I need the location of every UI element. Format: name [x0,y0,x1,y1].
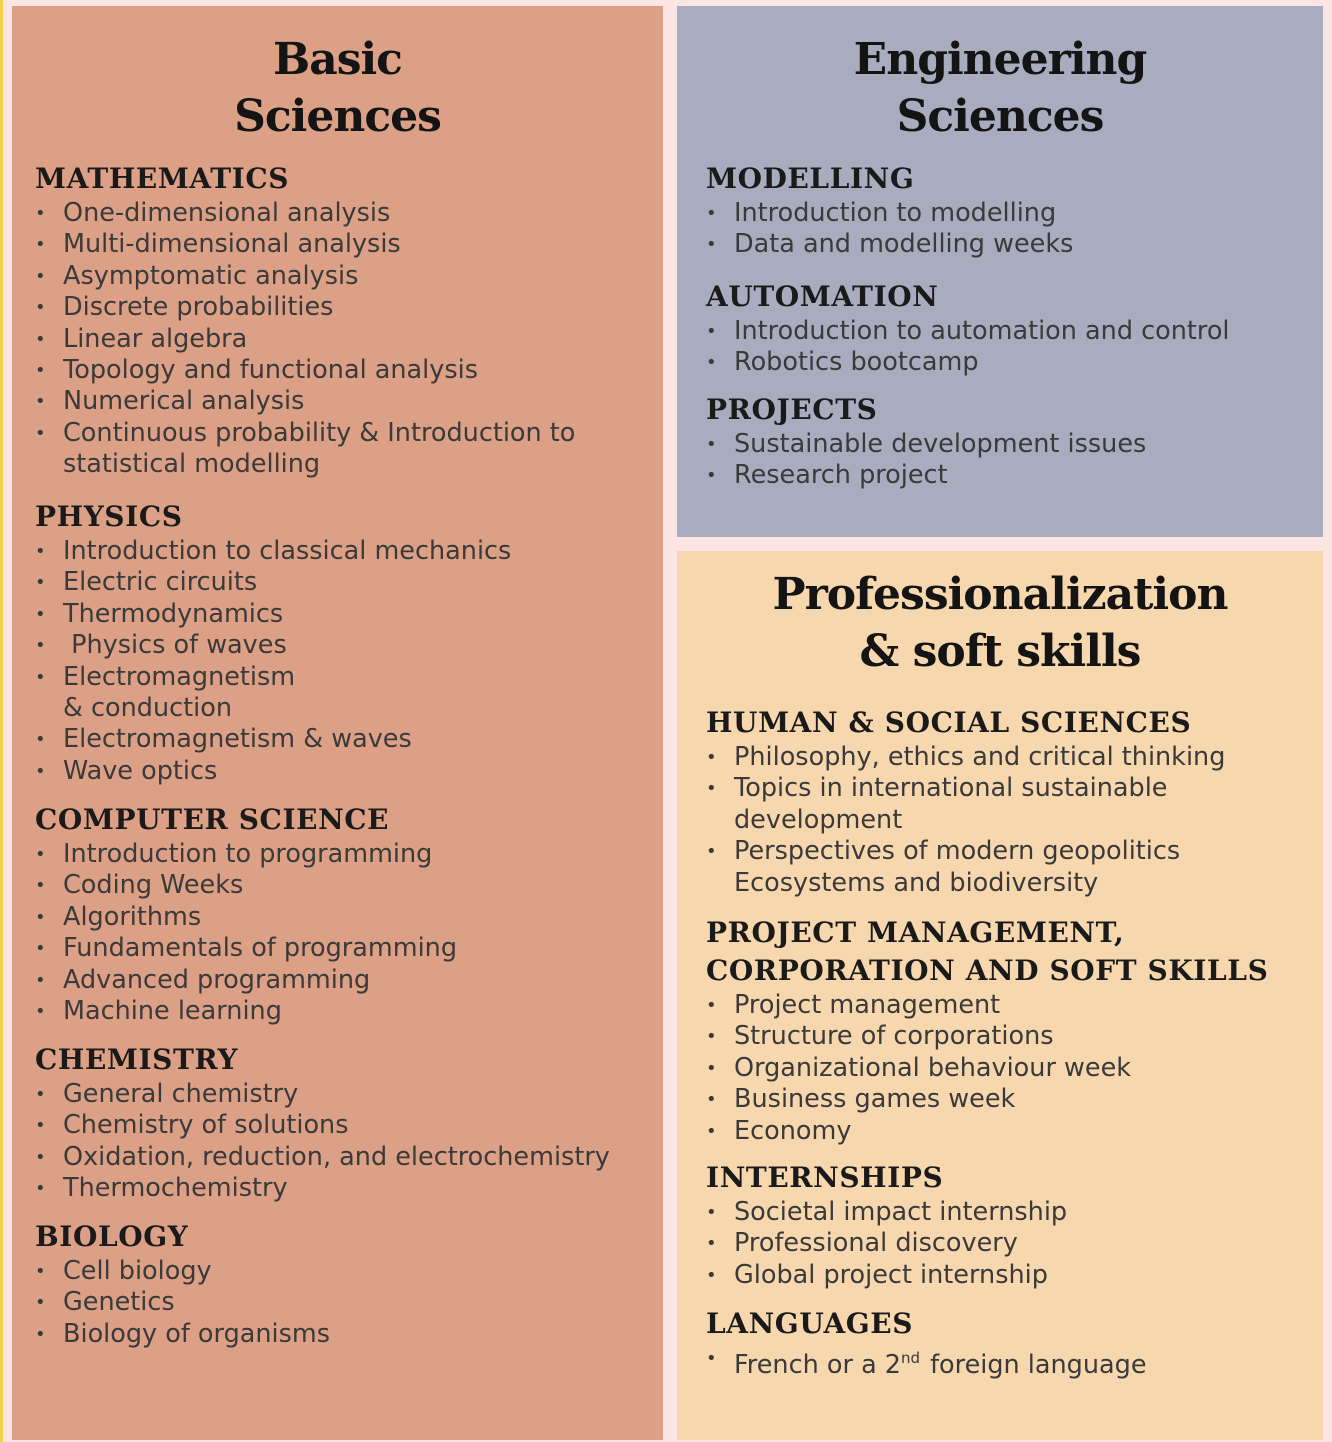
list-item: • Data and modelling weeks [706,229,1313,260]
section-chemistry [35,1041,653,1205]
list-item: • Electromagnetism & waves [35,724,653,755]
section-computer-science [35,801,653,1027]
list-item: • Economy [706,1116,1313,1147]
list-item: • Thermochemistry [35,1173,653,1204]
list-item: • Topics in international sustainable development [706,773,1313,836]
list-item: • Thermodynamics [35,599,653,630]
section-automation [706,278,1313,379]
section-modelling [706,160,1313,261]
list-item: • Introduction to classical mechanics [35,536,653,567]
list-item: • Professional discovery [706,1228,1313,1259]
list-item: • Sustainable development issues [706,429,1313,460]
item-list [706,429,1313,492]
list-item [706,1343,1313,1381]
section-heading: BIOLOGY [35,1220,189,1253]
list-item: • Machine learning [35,996,653,1027]
list-item: • Introduction to automation and control [706,316,1313,347]
list-item: • Societal impact internship [706,1197,1313,1228]
list-item: • General chemistry [35,1079,653,1110]
list-item: • Introduction to programming [35,839,653,870]
section-mathematics [35,160,653,481]
list-item: • Biology of organisms [35,1319,653,1350]
basic-sciences-panel [12,6,663,1440]
list-item: • Discrete probabilities [35,292,653,323]
list-item: • Numerical analysis [35,386,653,417]
list-item: • Global project internship [706,1260,1313,1291]
item-list [706,990,1313,1147]
left-edge-stripe [0,0,3,1442]
list-item: • Algorithms [35,902,653,933]
section-languages [706,1305,1313,1381]
item-list [706,1197,1313,1291]
list-item: • Topology and functional analysis [35,355,653,386]
section-project-management [706,914,1313,1147]
list-item: • Fundamentals of programming [35,933,653,964]
list-item: • Perspectives of modern geopolitics Ecosystems and biodiversity [706,836,1313,899]
section-heading: MODELLING [706,162,915,195]
list-item: • Introduction to modelling [706,198,1313,229]
section-heading: HUMAN & SOCIAL SCIENCES [706,706,1192,739]
basic-sciences-title [12,31,663,145]
item-list [35,1256,653,1350]
title-line: Sciences [234,91,441,142]
list-item: • Structure of corporations [706,1021,1313,1052]
list-item: • One-dimensional analysis [35,198,653,229]
item-list [35,536,653,787]
section-projects [706,391,1313,492]
section-human-social-sciences [706,704,1313,899]
item-list [706,316,1313,379]
list-item: • Research project [706,460,1313,491]
list-item: • Wave optics [35,756,653,787]
list-item: • Business games week [706,1084,1313,1115]
section-heading: CHEMISTRY [35,1043,239,1076]
section-heading: LANGUAGES [706,1307,914,1340]
item-list [706,1343,1313,1381]
list-item: • Cell biology [35,1256,653,1287]
section-heading: MATHEMATICS [35,162,290,195]
list-item: • Advanced programming [35,965,653,996]
list-item: • Philosophy, ethics and critical thinking [706,742,1313,773]
list-item: • Linear algebra [35,324,653,355]
item-list [35,1079,653,1205]
list-item: • Multi-dimensional analysis [35,229,653,260]
language-text: foreign language [930,1350,1147,1380]
section-heading [706,914,1313,990]
professionalization-title [677,566,1323,680]
section-heading: PHYSICS [35,500,183,533]
list-item: • Electromagnetism & conduction [35,662,653,725]
language-text: French or a 2 [734,1350,902,1380]
professionalization-panel [677,551,1323,1440]
item-list [35,198,653,481]
list-item: • Oxidation, reduction, and electrochemistry [35,1142,653,1173]
list-item: • Continuous probability & Introduction to statistical modelling [35,418,653,481]
title-line: Professionalization [772,569,1228,620]
list-item: • Robotics bootcamp [706,347,1313,378]
list-item: • Coding Weeks [35,870,653,901]
title-line: Basic [273,34,402,85]
list-item: • Project management [706,990,1313,1021]
item-list [35,839,653,1027]
section-heading: PROJECTS [706,393,878,426]
section-internships [706,1159,1313,1291]
list-item: • Organizational behaviour week [706,1053,1313,1084]
heading-line: CORPORATION AND SOFT SKILLS [706,954,1269,987]
ordinal-superscript: nd [901,1349,921,1367]
item-list [706,742,1313,899]
title-line: Engineering [853,34,1147,85]
section-heading: AUTOMATION [706,280,939,313]
engineering-sciences-panel [677,6,1323,537]
item-list [706,198,1313,261]
section-physics [35,498,653,787]
list-item: • Electric circuits [35,567,653,598]
list-item: • Chemistry of solutions [35,1110,653,1141]
section-biology [35,1218,653,1350]
list-item: • Physics of waves [35,630,653,661]
list-item: • Asymptomatic analysis [35,261,653,292]
title-line: & soft skills [859,626,1141,677]
section-heading: COMPUTER SCIENCE [35,803,390,836]
heading-line: PROJECT MANAGEMENT, [706,916,1125,949]
title-line: Sciences [896,91,1104,142]
engineering-sciences-title [677,31,1323,145]
section-heading: INTERNSHIPS [706,1161,944,1194]
list-item: • Genetics [35,1287,653,1318]
